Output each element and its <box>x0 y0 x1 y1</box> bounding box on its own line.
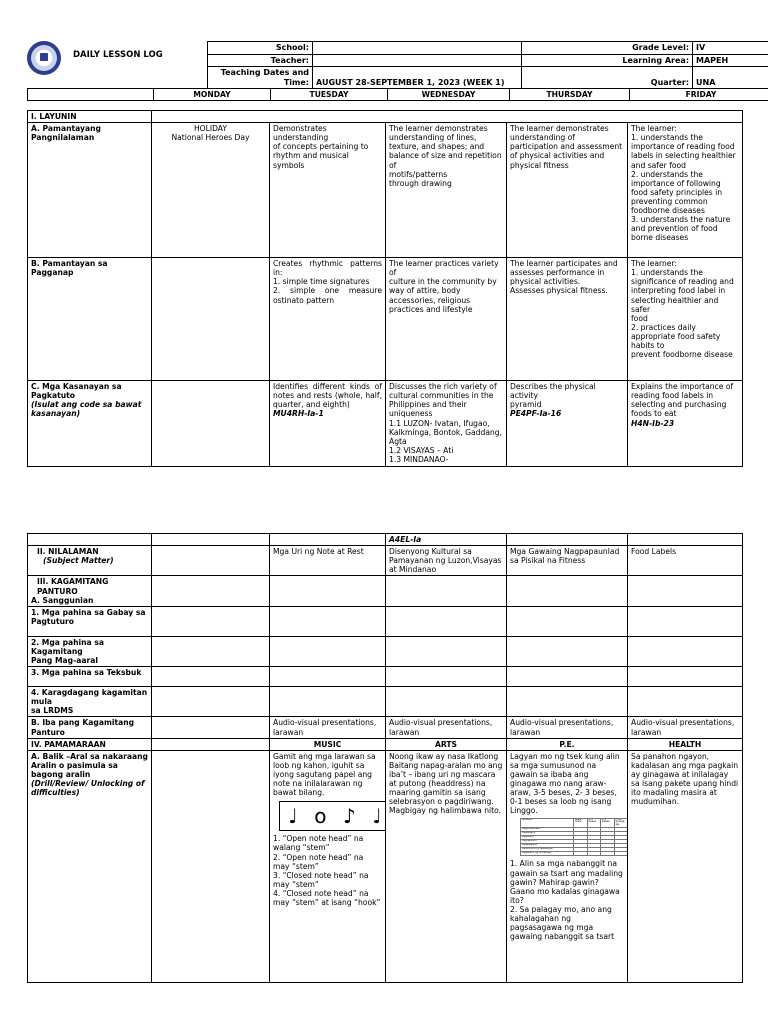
tuesday-cell: Audio-visual presentations, larawan <box>270 717 386 738</box>
quarter-value: UNA <box>693 67 768 89</box>
table-row <box>28 606 743 636</box>
subject-arts: ARTS <box>386 738 507 750</box>
thursday-cell: Mga Gawaing Nagpapaunlad sa Pisikal na Fitness <box>507 546 628 576</box>
days-header-table <box>27 88 768 101</box>
whole-note-icon: o <box>314 804 327 829</box>
row-sublabel: (Isulat ang code sa bawat kasanayan) <box>31 400 142 419</box>
friday-cell: The learner: 1. understands the significance of reading and interpreting food label in selecting healthier and safer food 2. practices daily appropriate food safety habits to prevent foodborne disease <box>628 258 743 381</box>
table-row <box>28 738 743 750</box>
tuesday-cell: Demonstrates understanding of concepts pertaining to rhythm and musical symbols <box>270 123 386 258</box>
row-label: B. Iba pang Kagamitang Panturo <box>28 717 152 738</box>
table-row <box>28 123 743 258</box>
row-label: A. Pamantayang Pangnilalaman <box>28 123 152 258</box>
kagamitan-label: III. KAGAMITANG PANTURO <box>37 577 109 596</box>
pamamaraan-label: IV. PAMAMARAAN <box>28 738 152 750</box>
subject-health: HEALTH <box>628 738 743 750</box>
objectives-table <box>27 110 743 467</box>
deped-seal-logo <box>27 41 61 75</box>
quarter-note-icon: ♩ <box>288 804 298 829</box>
music-items: 1. “Open note head” na walang “stem” 2. “Open note head” na may “stem” 3. “Closed note head” na may “stem” 4. “Closed note head” na may “stem” at isang “hook” <box>273 834 381 908</box>
grade-level-value: IV <box>693 42 768 55</box>
tuesday-cell: Mga Uri ng Note at Rest <box>270 546 386 576</box>
row-label: 3. Mga pahina sa Teksbuk <box>28 667 152 687</box>
lesson-content-table <box>27 533 743 983</box>
quarter-label: Quarter: <box>522 67 693 89</box>
eighth-note-icon: ♪ <box>342 804 356 829</box>
table-row <box>28 258 743 381</box>
monday-cell: HOLIDAY National Heroes Day <box>152 123 270 258</box>
layunin-heading: I. LAYUNIN <box>28 111 152 123</box>
subject-music: MUSIC <box>270 738 386 750</box>
teacher-value <box>313 54 522 67</box>
monday-cell <box>152 258 270 381</box>
school-value <box>313 42 522 55</box>
sanggunian-label: A. Sanggunian <box>31 595 94 605</box>
row-label: 4. Karagdagang kagamitan mula sa LRDMS <box>28 687 152 717</box>
wednesday-cell: The learner demonstrates understanding of lines, texture, and shapes; and balance of size and repetition of motifs/patterns through drawing <box>386 123 507 258</box>
balik-aral-label: A. Balik –Aral sa nakaraang Aralin o pasimula sa bagong aralin <box>31 751 148 779</box>
thursday-cell: The learner demonstrates understanding of participation and assessment of physical activities and physical fitness <box>507 123 628 258</box>
nilalaman-label: II. NILALAMAN <box>37 547 99 557</box>
music-notes-box <box>279 801 386 831</box>
tuesday-cell: Identifies different kinds of notes and rests (whole, half, quarter, and eighth) <box>273 382 382 410</box>
tuesday-cell: Creates rhythmic patterns in: 1. simple time signatures 2. simple one measure ostinato pattern <box>270 258 386 381</box>
table-row <box>28 687 743 717</box>
table-row <box>28 667 743 687</box>
half-note-icon: ♩ <box>372 804 382 829</box>
balik-aral-sublabel: (Drill/Review/ Unlocking of difficulties) <box>31 779 145 798</box>
wednesday-cell: Disenyong Kultural sa Pamayanan ng Luzon,Visayas at Mindanao <box>386 546 507 576</box>
table-row <box>28 576 743 606</box>
day-monday: MONDAY <box>154 89 271 101</box>
thursday-cell: Audio-visual presentations, larawan <box>507 717 628 738</box>
wednesday-cell: Audio-visual presentations, larawan <box>386 717 507 738</box>
day-tuesday: TUESDAY <box>271 89 388 101</box>
wednesday-cell: The learner practices variety of culture in the community by way of attire, body accessories, religious practices and lifestyle <box>386 258 507 381</box>
arts-text: Noong ikaw ay nasa Ikatlong Baitang napag-aralan mo ang iba’t – ibang uri ng mascara at putong (headdress) na maaring gamitin sa isang selebrasyon o pagdiriwang. Magbigay ng halimbawa nito. <box>386 750 507 982</box>
school-label: School: <box>208 42 313 55</box>
friday-cell: Explains the importance of reading food labels in selecting and purchasing foods to eat <box>631 382 734 419</box>
pe-questions: 1. Alin sa mga nabanggit na gawain sa tsart ang madaling gawin? Mahirap gawin? Gaano mo kadalas ginagawa ito? 2. Sa palagay mo, ano ang kahalagahan ng pagsasagawa ng mga gawaing nabanggit sa tsart <box>510 859 623 942</box>
learning-area-value: MAPEH <box>693 54 768 67</box>
row-label: B. Pamantayan sa Pagganap <box>28 258 152 381</box>
teaching-dates-label: Teaching Dates and Time: <box>208 67 313 89</box>
monday-cell <box>152 546 270 576</box>
wednesday-cell: Discusses the rich variety of cultural communities in the Philippines and their uniqueness 1.1 LUZON- Ivatan, Ifugao, Kalkminga, Bontok, Gaddang, Agta 1.2 VISAYAS – Ati 1.3 MINDANAO- <box>386 381 507 467</box>
grade-level-label: Grade Level: <box>522 42 693 55</box>
learning-area-label: Learning Area: <box>522 54 693 67</box>
table-row <box>28 636 743 666</box>
friday-cell: The learner: 1. understands the importance of reading food labels in selecting healthier and safer food 2. understands the importance of following food safety principles in preventing common foodborne diseases 3. understands the nature and prevention of food borne diseases <box>628 123 743 258</box>
pe-instructions: Lagyan mo ng tsek kung alin sa mga sumusunod na gawain sa ibaba ang ginagawa mo nang araw-araw, 3-5 beses, 2- 3 beses, 0-1 beses sa loob ng isang Linggo. <box>510 751 620 816</box>
friday-cell: Food Labels <box>628 546 743 576</box>
row-label: 1. Mga pahina sa Gabay sa Pagtuturo <box>28 606 152 636</box>
header-info-table <box>207 41 768 89</box>
music-instructions: Gamit ang mga larawan sa loob ng kahon, iguhit sa iyong sagutang papel ang note na inilalarawan ng bawat bilang. <box>273 751 376 798</box>
subject-pe: P.E. <box>507 738 628 750</box>
day-friday: FRIDAY <box>630 89 768 101</box>
day-wednesday: WEDNESDAY <box>388 89 510 101</box>
day-thursday: THURSDAY <box>510 89 630 101</box>
competency-code: H4N-Ib-23 <box>631 418 675 428</box>
arts-competency-code: A4EL-Ia <box>386 534 507 546</box>
table-row <box>28 381 743 467</box>
teacher-label: Teacher: <box>208 54 313 67</box>
teaching-dates-value: AUGUST 28-SEPTEMBER 1, 2023 (WEEK 1) <box>313 67 522 89</box>
table-row <box>28 717 743 738</box>
thursday-cell: Describes the physical activity pyramid <box>510 382 596 410</box>
monday-cell <box>152 717 270 738</box>
nilalaman-sublabel: (Subject Matter) <box>43 556 114 566</box>
friday-cell: Audio-visual presentations, larawan <box>628 717 743 738</box>
competency-code: MU4RH-Ia-1 <box>273 409 324 419</box>
row-label: 2. Mga pahina sa Kagamitang Pang Mag-aaral <box>28 636 152 666</box>
row-label: C. Mga Kasanayan sa Pagkatuto <box>31 382 122 401</box>
pe-activity-chart: GAWAIN araw-araw 3-5 beses 0-1 beses hindi ginagawa Pagbibisikleta Paglangoy Paglalaro Pagtatanim Pagwawalis Panonood ng telebisyon Paglalaro ng computer <box>520 818 628 857</box>
competency-code: PE4PF-Ia-16 <box>510 409 562 419</box>
table-row <box>28 546 743 576</box>
table-row <box>28 750 743 982</box>
monday-cell <box>152 381 270 467</box>
document-title: DAILY LESSON LOG <box>73 50 163 60</box>
health-text: Sa panahon ngayon, kadalasan ang mga pagkain ay ginagawa at inilalagay sa isang pakete upang hindi ito madaling masira at mudumihan. <box>628 750 743 982</box>
thursday-cell: The learner participates and assesses performance in physical activities. Assesses physical fitness. <box>507 258 628 381</box>
